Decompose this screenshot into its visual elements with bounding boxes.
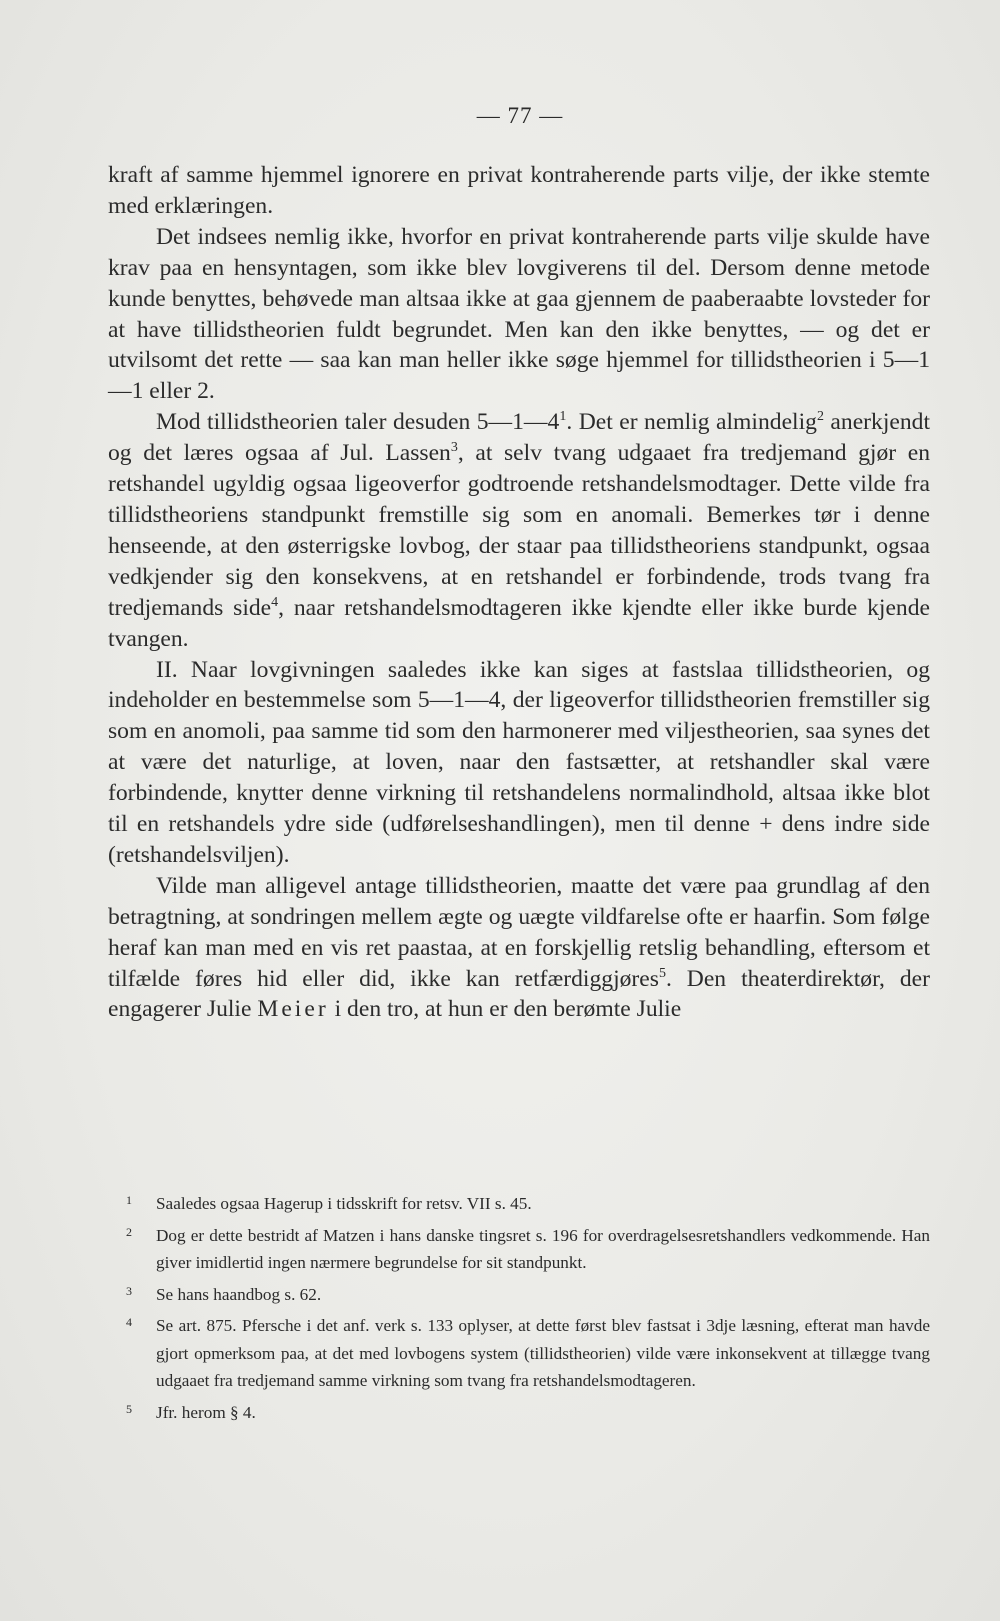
paragraph-3-text-b: . Det er nemlig almindelig [566, 409, 817, 436]
footnotes [108, 1190, 930, 1430]
footnote [108, 1281, 930, 1309]
paragraph-5-text-b: . Den theaterdirektør, der engagerer Julie [108, 965, 930, 1023]
footnote-number: 2 [126, 1224, 132, 1239]
footnote-ref-5: 5 [658, 965, 666, 981]
paragraph-3-text-c: anerkjendt og det læres ogsaa af Jul. Lassen [108, 409, 930, 467]
paragraph-3-text-a: Mod tillidstheorien taler desuden 5—1—4 [156, 409, 560, 436]
footnote-text: Saaledes ogsaa Hagerup i tidsskrift for retsv. VII s. 45. [156, 1194, 532, 1213]
footnote-text: Dog er dette bestridt af Matzen i hans danske tingsret s. 196 for overdragelsesretshandlers vedkommende. Han giver imidlertid ingen nærmere begrundelse for sit standpunkt. [156, 1225, 930, 1272]
footnote [108, 1399, 930, 1427]
paragraph-5 [108, 871, 930, 1026]
footnote-ref-2: 2 [816, 409, 824, 425]
footnote-ref-1: 1 [559, 409, 567, 425]
footnote [108, 1222, 930, 1277]
paragraph-3 [108, 407, 930, 654]
spaced-name: Meier [257, 996, 329, 1023]
paragraph-1: kraft af samme hjemmel ignorere en privat kontraherende parts vilje, der ikke stemte med erklæringen. [108, 162, 930, 219]
body-text [108, 160, 930, 1025]
footnote-text: Jfr. herom § 4. [156, 1402, 256, 1422]
footnote-number: 3 [126, 1283, 132, 1298]
footnote-ref-4: 4 [271, 594, 279, 610]
paragraph-4: II. Naar lovgivningen saaledes ikke kan siges at fastslaa tillidstheorien, og indeholder en bestemmelse som 5—1—4, der ligeoverfor tillidstheorien fremstiller sig som en anomoli, paa samme tid som den harmonerer med viljestheorien, saa synes det at være det naturlige, at loven, naar den fastsætter, at retshandler skal være forbindende, knytter denne virkning til retshandelens normalindhold, altsaa ikke blot til en retshandels ydre side (udførelseshandlingen), men til denne + dens indre side (retshandelsviljen). [108, 656, 930, 868]
footnote [108, 1190, 930, 1218]
footnote-number: 5 [126, 1401, 132, 1416]
footnote-number: 4 [126, 1315, 132, 1329]
footnote-text: Se art. 875. Pfersche i det anf. verk s. 133 oplyser, at dette først blev fastsat i 3dje læsning, efterat man havde gjort opmerksom paa, at det med lovbogens system (tillidstheorien) vilde være inkonsekvent at tillægge tvang udgaaet fra tredjemand samme virkning som tvang fra retshandelsmodtageren. [156, 1316, 930, 1390]
footnote-number: 1 [126, 1193, 132, 1207]
paragraph-5-text-a: Vilde man alligevel antage tillidstheorien, maatte det være paa grundlag af den betragtning, at sondringen mellem ægte og uægte vildfarelse ofte er haarfin. Som følge heraf kan man med en vis ret paastaa, at en forskjellig retslig behandling, eftersom et tilfælde føres hid eller did, ikke kan retfærdiggjøres [108, 872, 930, 992]
footnote-ref-3: 3 [450, 440, 458, 456]
paragraph-3-text-e: , naar retshandelsmodtageren ikke kjendte eller ikke burde kjende tvangen. [108, 594, 930, 652]
footnote [108, 1312, 930, 1395]
paragraph-5-text-c: i den tro, at hun er den berømte Julie [328, 996, 682, 1023]
footnote-text: Se hans haandbog s. 62. [156, 1284, 322, 1304]
paragraph-2: Det indsees nemlig ikke, hvorfor en privat kontraherende parts vilje skulde have krav paa en hensyntagen, som ikke blev lovgiverens til del. Dersom denne metode kunde benyttes, behøvede man altsaa ikke at gaa gjennem de paaberaabte lovsteder for at have tillidstheorien fuldt begrundet. Men kan den ikke benyttes, — og det er utvilsomt det rette — saa kan man heller ikke søge hjemmel for tillidstheorien i 5—1—1 eller 2. [108, 223, 930, 405]
page-number: — 77 — [476, 103, 564, 128]
paragraph-3-text-d: , at selv tvang udgaaet fra tredjemand gjør en retshandel ugyldig ogsaa ligeoverfor godtroende retshandelsmodtager. Dette vilde fra tillidstheoriens standpunkt fremstille sig som en anomali. Bemerkes tør i denne henseende, at den østerrigske lovbog, der staar paa tillidstheoriens standpunkt, ogsaa vedkjender sig den konsekvens, at en retshandel er forbindende, trods tvang fra tredjemands side [108, 440, 930, 621]
